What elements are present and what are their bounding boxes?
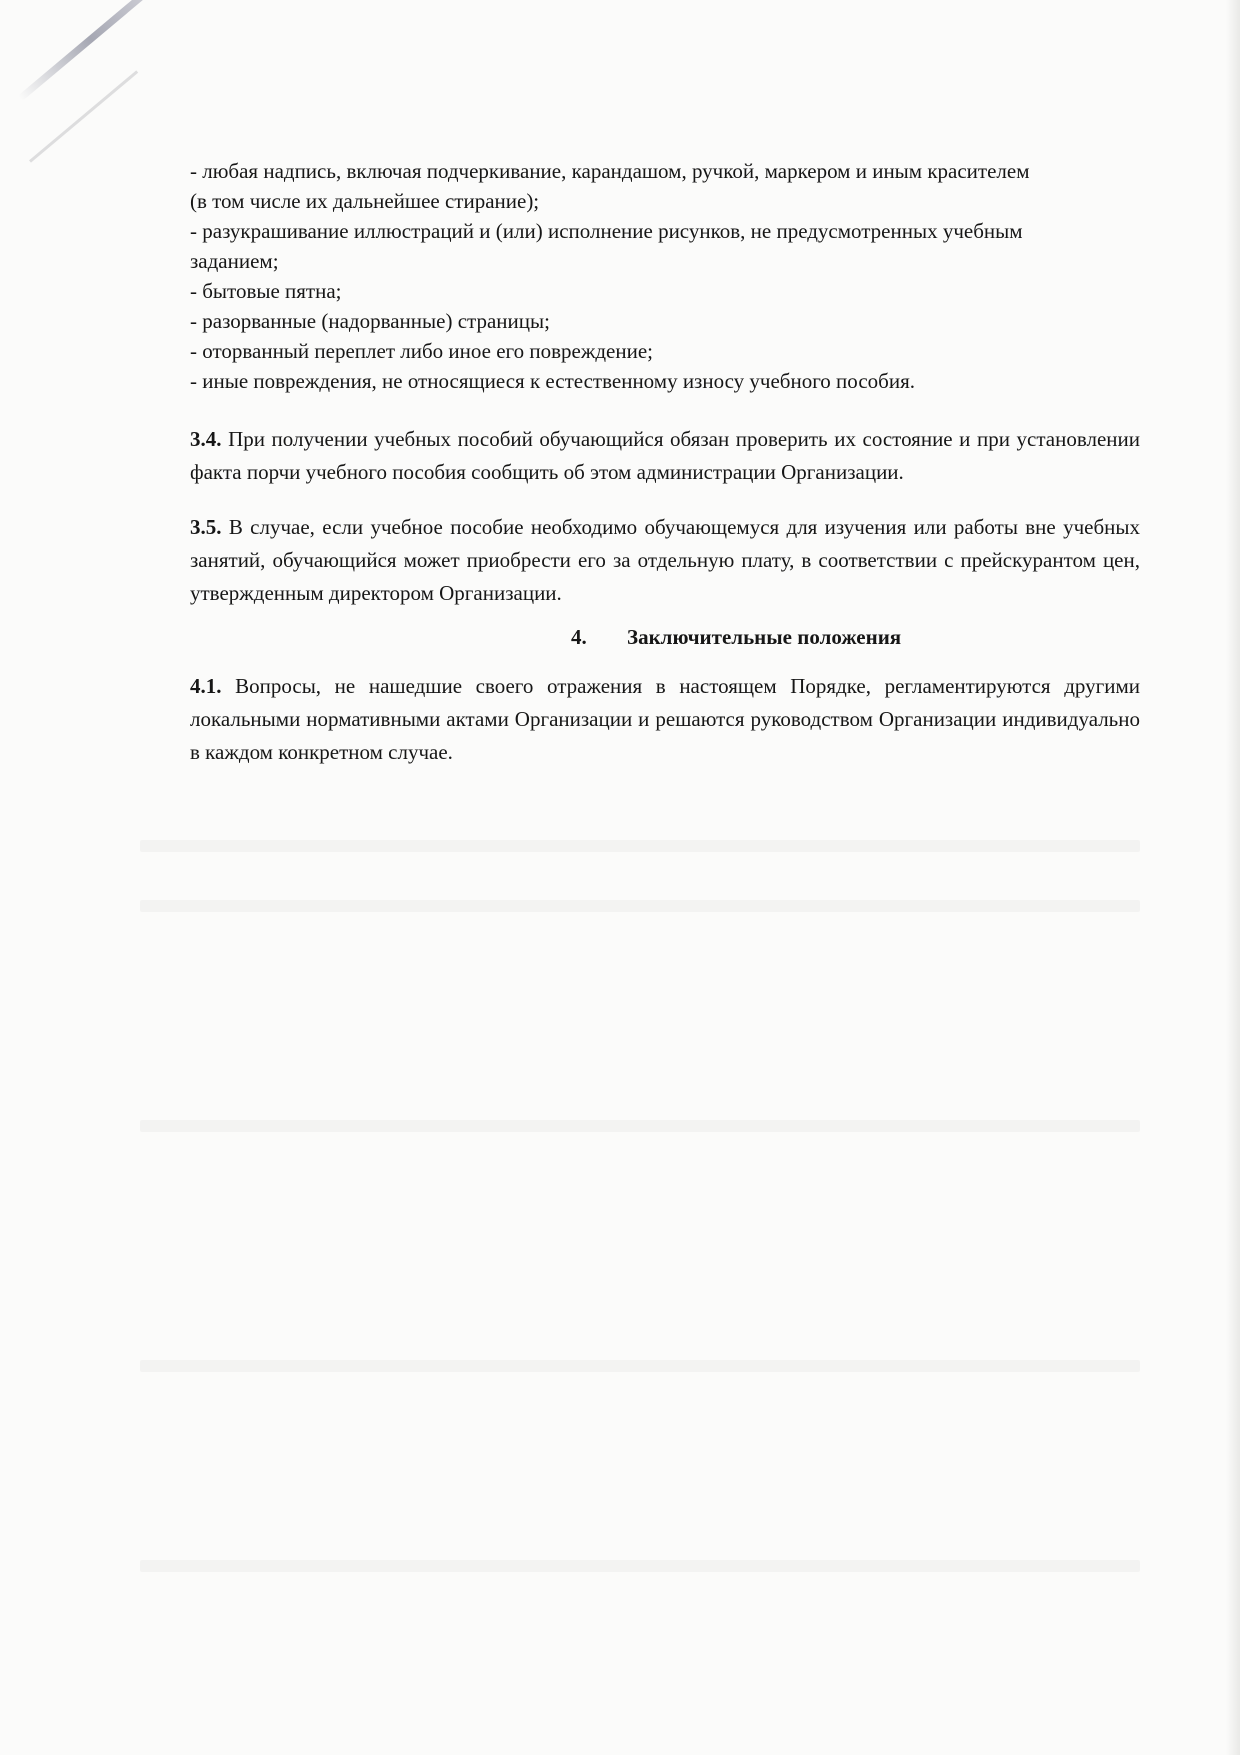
show-through-line [140, 900, 1140, 912]
section-number: 4. [571, 625, 587, 649]
show-through-line [140, 1360, 1140, 1372]
clause-number: 3.5. [190, 515, 222, 539]
list-item: - любая надпись, включая подчеркивание, карандашом, ручкой, маркером и иным красителем (в том числе их дальнейшее стирание); [190, 159, 1030, 213]
list-item: - бытовые пятна; [190, 279, 342, 303]
clause-number: 4.1. [190, 674, 222, 698]
section-title: Заключительные положения [627, 625, 902, 649]
document-body [190, 156, 1140, 769]
show-through-line [140, 1560, 1140, 1572]
clause-text: При получении учебных пособий обучающийся обязан проверить их состояние и при установлении факта порчи учебного пособия сообщить об этом администрации Организации. [190, 427, 1140, 484]
section-heading [190, 622, 1140, 652]
scan-fold-artifact-secondary [29, 70, 138, 162]
clause-3-4 [190, 423, 1140, 489]
clause-text: Вопросы, не нашедшие своего отражения в настоящем Порядке, регламентируются другими локальными нормативными актами Организации и решаются руководством Организации индивидуально в каждом конкретном случае. [190, 674, 1140, 764]
clause-3-5 [190, 511, 1140, 610]
clause-number: 3.4. [190, 427, 222, 451]
list-item: - разорванные (надорванные) страницы; [190, 309, 550, 333]
list-item: - разукрашивание иллюстраций и (или) исполнение рисунков, не предусмотренных учебным заданием; [190, 219, 1023, 273]
clause-4-1 [190, 670, 1140, 769]
show-through-line [140, 840, 1140, 852]
list-item: - иные повреждения, не относящиеся к естественному износу учебного пособия. [190, 369, 915, 393]
show-through-line [140, 1120, 1140, 1132]
scan-edge-shadow [1226, 0, 1240, 1755]
damage-list [190, 156, 1050, 396]
list-item: - оторванный переплет либо иное его повреждение; [190, 339, 653, 363]
clause-text: В случае, если учебное пособие необходимо обучающемуся для изучения или работы вне учебных занятий, обучающийся может приобрести его за отдельную плату, в соответствии с прейскурантом цен, утвержденным директором Организации. [190, 515, 1140, 605]
scan-fold-artifact [18, 0, 199, 101]
